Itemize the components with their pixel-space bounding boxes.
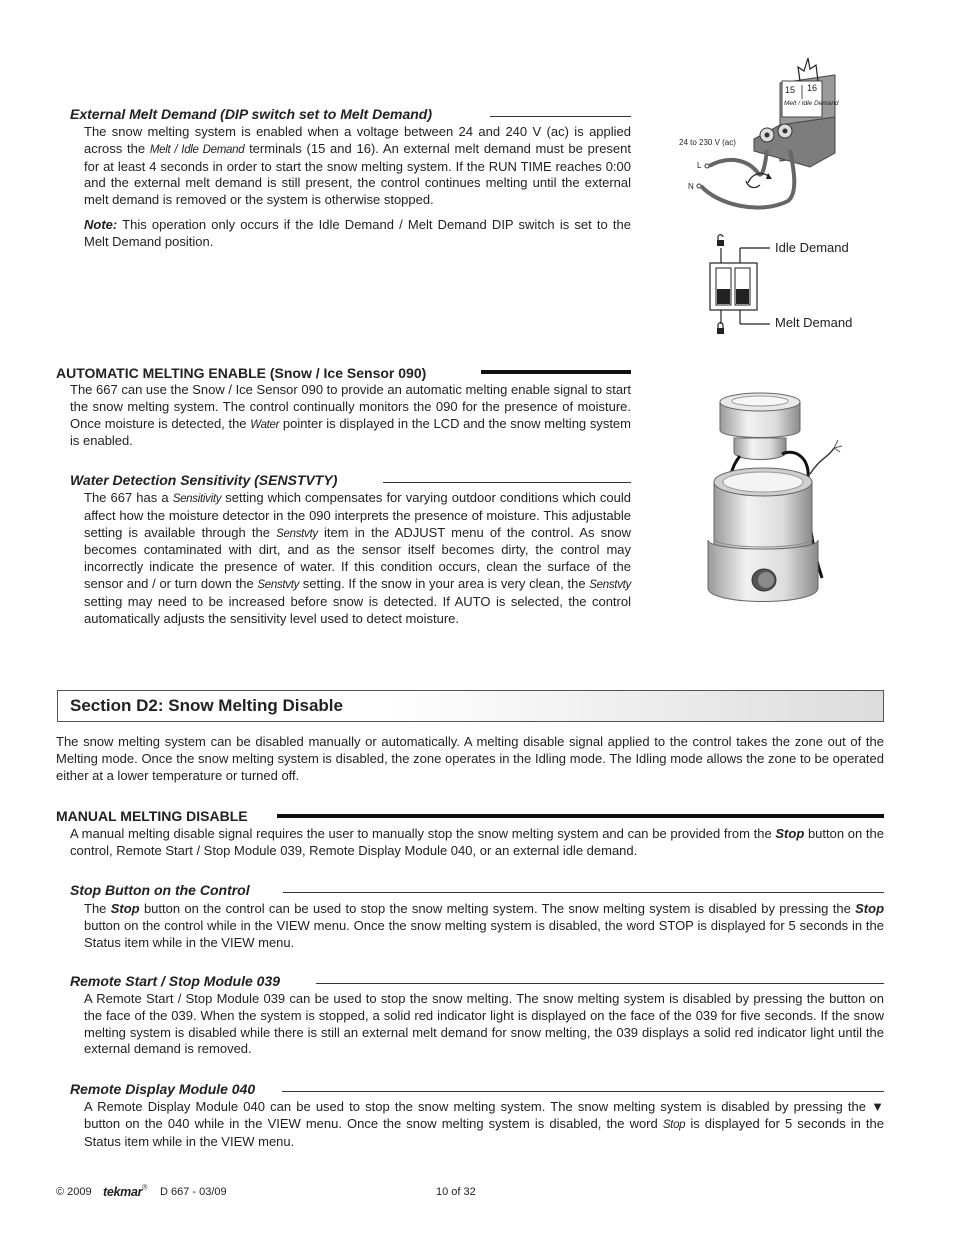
voltage-label: 24 to 230 V (ac) bbox=[679, 138, 736, 147]
sensor-housing bbox=[708, 468, 818, 602]
stop-button-term: Stop bbox=[775, 826, 805, 841]
line-l-label: L bbox=[697, 161, 702, 170]
heading-rule-thick bbox=[277, 814, 884, 818]
heading-rule bbox=[316, 983, 884, 984]
heading-rule-thick bbox=[481, 370, 631, 374]
dip-switch-diagram bbox=[700, 232, 770, 337]
stop-button-term: Stop bbox=[110, 901, 140, 916]
module-040-heading: Remote Display Module 040 bbox=[70, 1081, 256, 1097]
water-sensitivity-heading: Water Detection Sensitivity (SENSTVTY) bbox=[70, 472, 338, 488]
module-039-heading: Remote Start / Stop Module 039 bbox=[70, 973, 281, 989]
senstvty-term: Senstvty bbox=[276, 527, 318, 540]
snow-ice-sensor-illustration bbox=[700, 388, 860, 610]
sensor-cap bbox=[720, 393, 800, 460]
down-arrow-icon: ▼ bbox=[871, 1099, 884, 1114]
module-040-paragraph: A Remote Display Module 040 can be used to stop the snow melting system. The snow melting system is disabled by pressing the ▼ button on the 040 while in the VIEW menu. Once the snow melting system is disabled, the word Stop is displayed for 5 seconds in the Status item while in the VIEW menu. bbox=[84, 1099, 885, 1149]
sensitivity-term: Sensitivity bbox=[172, 493, 222, 505]
module-039-paragraph: A Remote Start / Stop Module 039 can be used to stop the snow melting. The snow melting system is disabled by pressing the button on the face of the 039. When the system is stopped, a solid red indicator light is displayed on the face of the 039 for five seconds. If the snow melting system is disabled while there is still an external melt demand for snow melting, the 039 displays a solid red indicator light until the external demand is removed. bbox=[84, 991, 884, 1057]
terminal-16-label: 16 bbox=[807, 83, 818, 93]
stop-button-heading: Stop Button on the Control bbox=[70, 882, 250, 898]
water-sensitivity-paragraph: The 667 has a Sensitivity setting which compensates for varying outdoor conditions which could affect how the moisture detector in the 090 interprets the presence of moisture. This adjustable setting is available through the Senstvty item in the ADJUST menu of the control. As snow becomes contaminated with dirt, and as the sensor itself becomes dirty, the control may incorrectly indicate the presence of water. If this condition occurs, clean the surface of the sensor and / or turn down the Senstvty setting. If the snow in your area is very clean, the Senstvty setting may need to be increased before snow is detected. If AUTO is selected, the control automatically adjusts the sensitivity level used to detect moisture. bbox=[84, 490, 631, 626]
footer-copyright: © 2009 bbox=[56, 1186, 92, 1198]
stop-button-paragraph: The Stop button on the control can be used to stop the snow melting system. The snow melting system is disabled by pressing the Stop button on the control while in the VIEW menu. Once the snow melting system is disabled, the word STOP is displayed for 5 seconds in the Status item while in the VIEW menu. bbox=[84, 901, 885, 950]
melt-idle-term: Melt / Idle Demand bbox=[149, 143, 245, 156]
auto-melt-heading: AUTOMATIC MELTING ENABLE (Snow / Ice Sensor 090) bbox=[56, 365, 427, 381]
footer-doc-number: D 667 - 03/09 bbox=[160, 1186, 227, 1198]
line-n-label: N bbox=[688, 182, 694, 191]
ext-melt-heading: External Melt Demand (DIP switch set to Melt Demand) bbox=[70, 106, 432, 122]
tekmar-logo: tekmar® bbox=[103, 1184, 148, 1199]
note-label: Note: bbox=[84, 217, 118, 232]
wiring-diagram bbox=[670, 55, 860, 220]
manual-disable-paragraph: A manual melting disable signal requires the user to manually stop the snow melting system and can be provided from the Stop button on the control, Remote Start / Stop Module 039, Remote Display Module 040, or an external idle demand. bbox=[70, 826, 884, 858]
section-d2-banner bbox=[57, 690, 884, 722]
heading-rule bbox=[283, 892, 884, 893]
senstvty-term: Senstvty bbox=[589, 578, 631, 591]
ext-melt-note: Note: This operation only occurs if the Idle Demand / Melt Demand DIP switch is set to the Melt Demand position. bbox=[84, 217, 631, 249]
auto-melt-paragraph: The 667 can use the Snow / Ice Sensor 090 to provide an automatic melting enable signal to start the snow melting system. The control continually monitors the 090 for the presence of moisture. Once moisture is detected, the Water pointer is displayed in the LCD and the snow melting system is enabled. bbox=[70, 382, 631, 449]
melt-demand-label: Melt Demand bbox=[775, 315, 853, 330]
footer-page-number: 10 of 32 bbox=[436, 1186, 476, 1198]
water-term: Water bbox=[250, 418, 280, 431]
stop-term: Stop bbox=[662, 1118, 686, 1131]
manual-disable-heading: MANUAL MELTING DISABLE bbox=[56, 808, 248, 824]
idle-demand-label: Idle Demand bbox=[775, 240, 849, 255]
section-d2-title: Section D2: Snow Melting Disable bbox=[70, 696, 343, 715]
terminal-15-label: 15 bbox=[785, 85, 796, 95]
heading-rule bbox=[490, 116, 631, 117]
heading-rule bbox=[383, 482, 631, 483]
stop-button-term: Stop bbox=[855, 901, 885, 916]
ext-melt-paragraph: The snow melting system is enabled when a voltage between 24 and 240 V (ac) is applied across the Melt / Idle Demand terminals (15 and 16). An external melt demand must be present for at least 4 seconds in order to start the snow melting system. If the RUN TIME reaches 0:00 and the external melt demand is still present, the control continues melting until the external melt demand is removed or the system is otherwise stopped. bbox=[84, 124, 631, 208]
senstvty-term: Senstvty bbox=[257, 578, 300, 591]
heading-rule bbox=[282, 1091, 884, 1092]
unlock-icon bbox=[717, 235, 724, 246]
lock-icon bbox=[717, 323, 724, 334]
terminal-label: Melt / Idle Demand bbox=[784, 100, 839, 107]
section-d2-intro: The snow melting system can be disabled manually or automatically. A melting disable signal applied to the control takes the zone out of the Melting mode. Once the snow melting system is disabled, the zone operates in the Idling mode. The Idling mode allows the zone to be operated either at a lower temperature or turned off. bbox=[56, 734, 884, 783]
